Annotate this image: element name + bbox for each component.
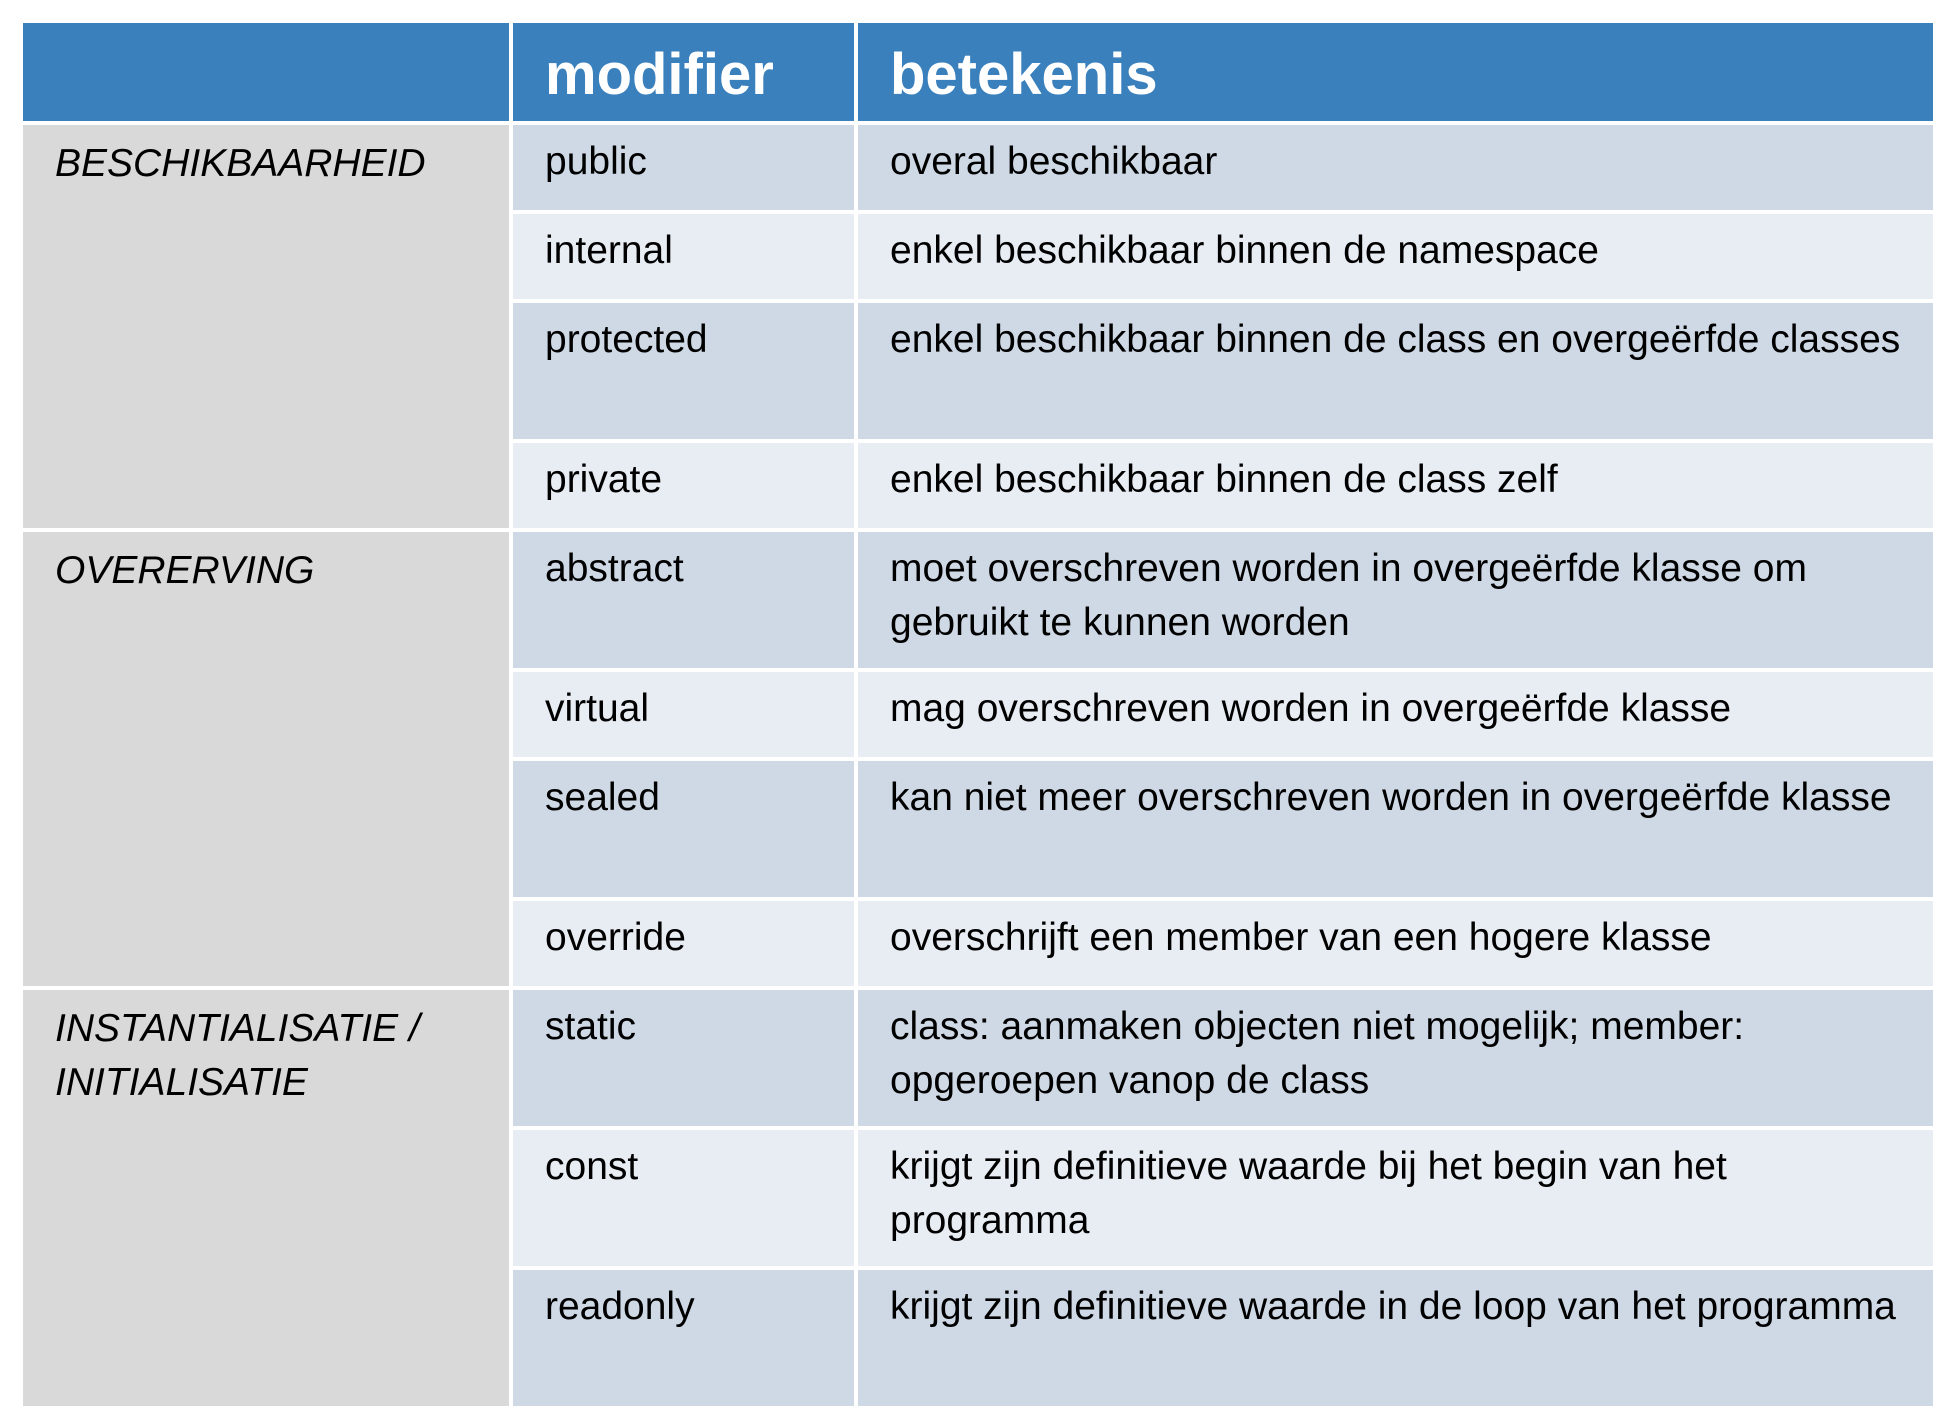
betekenis-cell: overal beschikbaar [856, 123, 1935, 212]
betekenis-cell: mag overschreven worden in overgeërfde klasse [856, 670, 1935, 759]
betekenis-cell: class: aanmaken objecten niet mogelijk; member: opgeroepen vanop de class [856, 988, 1935, 1128]
table-row [21, 988, 1935, 1128]
betekenis-cell: kan niet meer overschreven worden in overgeërfde klasse [856, 759, 1935, 899]
table-row [21, 530, 1935, 670]
modifier-cell: static [511, 988, 856, 1128]
modifier-cell: virtual [511, 670, 856, 759]
modifier-cell: internal [511, 212, 856, 301]
modifier-cell: sealed [511, 759, 856, 899]
betekenis-cell: enkel beschikbaar binnen de class en overgeërfde classes [856, 301, 1935, 441]
modifier-cell: public [511, 123, 856, 212]
betekenis-cell: moet overschreven worden in overgeërfde klasse om gebruikt te kunnen worden [856, 530, 1935, 670]
modifier-cell: abstract [511, 530, 856, 670]
header-row [21, 21, 1935, 123]
category-overerving: OVERERVING [21, 530, 511, 988]
betekenis-cell: krijgt zijn definitieve waarde in de loop van het programma [856, 1268, 1935, 1408]
modifier-cell: protected [511, 301, 856, 441]
betekenis-cell: enkel beschikbaar binnen de namespace [856, 212, 1935, 301]
modifier-cell: const [511, 1128, 856, 1268]
header-modifier: modifier [511, 21, 856, 123]
category-instantialisatie: INSTANTIALISATIE / INITIALISATIE [21, 988, 511, 1408]
betekenis-cell: overschrijft een member van een hogere klasse [856, 899, 1935, 988]
modifier-cell: private [511, 441, 856, 530]
modifier-cell: readonly [511, 1268, 856, 1408]
header-corner [21, 21, 511, 123]
category-beschikbaarheid: BESCHIKBAARHEID [21, 123, 511, 530]
table-row [21, 123, 1935, 212]
header-betekenis: betekenis [856, 21, 1935, 123]
modifier-table [19, 19, 1937, 1410]
betekenis-cell: enkel beschikbaar binnen de class zelf [856, 441, 1935, 530]
modifier-cell: override [511, 899, 856, 988]
betekenis-cell: krijgt zijn definitieve waarde bij het begin van het programma [856, 1128, 1935, 1268]
